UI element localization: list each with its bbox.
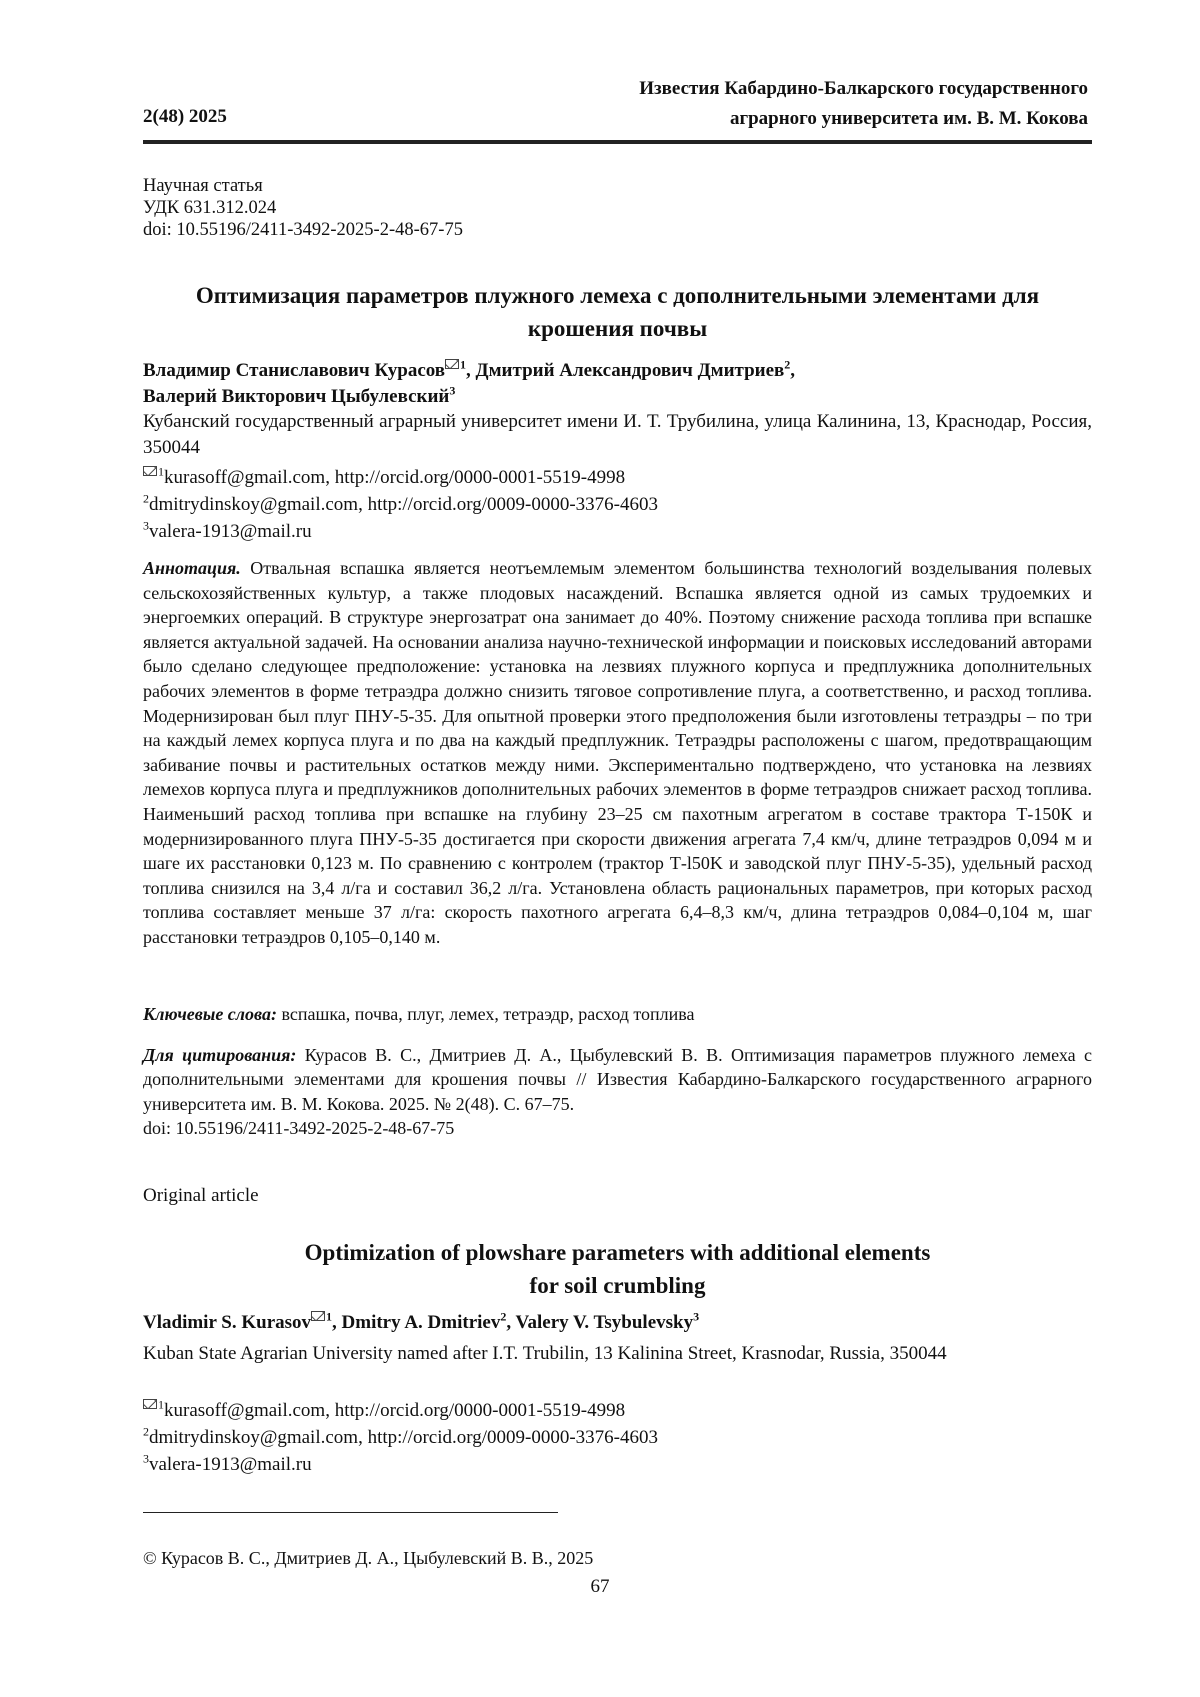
header-rule [143, 140, 1092, 144]
envelope-icon [143, 466, 157, 476]
page-number: 67 [590, 1576, 610, 1597]
contacts-en [143, 1397, 1092, 1478]
citation-doi: doi: 10.55196/2411-3492-2025-2-48-67-75 [143, 1118, 455, 1139]
doi: doi: 10.55196/2411-3492-2025-2-48-67-75 [143, 220, 463, 240]
contact-email-orcid[interactable]: kurasoff@gmail.com, http://orcid.org/0000-0001-5519-4998 [164, 1400, 626, 1421]
title-ru-text: Оптимизация параметров плужного лемеха с дополнительными элементами для крошения почвы [195, 283, 1040, 341]
copyright: © Курасов В. С., Дмитриев Д. А., Цыбулевский В. В., 2025 [143, 1548, 594, 1568]
citation-label: Для цитирования: [143, 1045, 297, 1065]
keywords-label: Ключевые слова: [143, 1004, 277, 1024]
keywords-ru [143, 1002, 1092, 1026]
author-name: Владимир Станиславович Курасов [143, 360, 446, 381]
contact-email-orcid[interactable]: dmitrydinskoy@gmail.com, http://orcid.org/0009-0000-3376-4603 [149, 494, 658, 515]
contact-line: $^1$kurasoff@gmail.com, http://orcid.org/0000-0001-5519-4998 [143, 1397, 1092, 1424]
citation-ru [143, 1043, 1092, 1141]
author-sup: 3 [449, 383, 456, 398]
footnote-rule [143, 1512, 558, 1513]
journal-title [448, 74, 1088, 134]
envelope-icon [445, 359, 459, 369]
contact-email-orcid[interactable]: kurasoff@gmail.com, http://orcid.org/0000-0001-5519-4998 [164, 467, 626, 488]
author-sup: 2 [784, 357, 791, 372]
authors-en: Vladimir S. Kurasov $^1$, Dmitry A. Dmitriev$^2$, Valery V. Tsybulevsky$^3$ [143, 1309, 700, 1333]
author-name: Valery V. Tsybulevsky [515, 1312, 694, 1333]
article-type-en: Original article [143, 1185, 259, 1206]
contact-line: $^3$valera-1913@mail.ru [143, 518, 312, 542]
journal-title-line1: Известия Кабардино-Балкарского государственного [639, 78, 1088, 99]
contact-line: $^3$valera-1913@mail.ru [143, 1451, 312, 1475]
author-name: Валерий Викторович Цыбулевский [143, 386, 450, 407]
author-name: Vladimir S. Kurasov [143, 1312, 312, 1333]
contacts-ru [143, 464, 1092, 545]
issue-number: 2(48) 2025 [143, 106, 227, 127]
affiliation-ru: Кубанский государственный аграрный университет имени И. Т. Трубилина, улица Калинина, 13, Краснодар, Россия, 350044 [143, 411, 1092, 458]
abstract-text: Отвальная вспашка является неотъемлемым элементом большинства технологий возделывания полевых сельскохозяйственных культур, а также плодовых насаждений. Вспашка является одной из самых трудоемких и энергоемких операций. В структуре энергозатрат она занимает до 40%. Поэтому снижение расхода топлива при вспашке является актуальной задачей. На основании анализа научно-технической информации и поисковых исследований авторами было сделано следующее предположение: установка на лезвиях плужного корпуса и предплужника дополнительных рабочих элементов в форме тетраэдра должно снизить тяговое сопротивление плуга, а соответственно, и расход топлива. Модернизирован был плуг ПНУ-5-35. Для опытной проверки этого предположения были изготовлены тетраэдры – по три на каждый лемех корпуса плуга и по два на каждый предплужник. Тетраэдры расположены с шагом, предотвращающим забивание почвы и растительных остатков между ними. Экспериментально подтверждено, что установка на лезвиях лемехов корпуса плуга и предплужников дополнительных рабочих элементов в форме тетраэдров снижает расход топлива. Наименьший расход топлива при вспашке на глубину 23–25 см пахотным агрегатом в составе трактора Т-150К и модернизированного плуга ПНУ-5-35 достигается при скорости движения агрегата 7,4 км/ч, длине тетраэдров 0,094 м и шаге их расстановки 0,123 м. По сравнению с контролем (трактор Т-l50K и заводской плуг ПНУ-5-35), удельный расход топлива снизился на 3,4 л/га и составил 36,2 л/га. Установлена область рациональных параметров, при которых расход топлива составляет меньше 37 л/га: скорость пахотного агрегата 6,4–8,3 км/ч, длина тетраэдров 0,084–0,104 м, шаг расстановки тетраэдров 0,105–0,140 м. [143, 558, 1093, 947]
contact-line: $^2$dmitrydinskoy@gmail.com, http://orcid.org/0009-0000-3376-4603 [143, 1424, 658, 1448]
title-en-line1: Optimization of plowshare parameters with additional elements [304, 1240, 931, 1265]
article-meta [143, 175, 463, 241]
contact-email-orcid[interactable]: dmitrydinskoy@gmail.com, http://orcid.org/0009-0000-3376-4603 [149, 1427, 658, 1448]
contact-email[interactable]: valera-1913@mail.ru [149, 1454, 312, 1475]
authors-ru: Владимир Станиславович Курасов $^1$, Дмитрий Александрович Дмитриев$^2$, Валерий Викторович Цыбулевский$^3$ [143, 357, 796, 407]
contact-line: $^2$dmitrydinskoy@gmail.com, http://orcid.org/0009-0000-3376-4603 [143, 491, 658, 515]
affiliation-en: Kuban State Agrarian University named after I.T. Trubilin, 13 Kalinina Street, Krasnodar, Russia, 350044 [143, 1343, 947, 1364]
abstract-ru [143, 556, 1092, 950]
envelope-icon [143, 1399, 157, 1409]
author-sup: 1 [460, 357, 467, 372]
title-ru [143, 279, 1092, 345]
udk-code: УДК 631.312.024 [143, 198, 277, 218]
contact-line: $^1$kurasoff@gmail.com, http://orcid.org/0000-0001-5519-4998 [143, 464, 1092, 491]
article-type: Научная статья [143, 176, 263, 196]
contact-email[interactable]: valera-1913@mail.ru [149, 521, 312, 542]
author-name: Dmitry A. Dmitriev [341, 1312, 501, 1333]
author-name: Дмитрий Александрович Дмитриев [475, 360, 785, 381]
citation-text: Курасов В. С., Дмитриев Д. А., Цыбулевский В. В. Оптимизация параметров плужного лемеха с дополнительными элементами для крошения почвы // Известия Кабардино-Балкарского государственного аграрного университета им. В. М. Кокова. 2025. № 2(48). С. 67–75. [143, 1045, 1093, 1114]
keywords-text: вспашка, почва, плуг, лемех, тетраэдр, расход топлива [281, 1004, 695, 1024]
abstract-label: Аннотация. [143, 558, 241, 578]
journal-title-line2: аграрного университета им. В. М. Кокова [729, 108, 1088, 129]
title-en [143, 1236, 1092, 1302]
envelope-icon [311, 1311, 325, 1321]
title-en-line2: for soil crumbling [529, 1273, 706, 1298]
